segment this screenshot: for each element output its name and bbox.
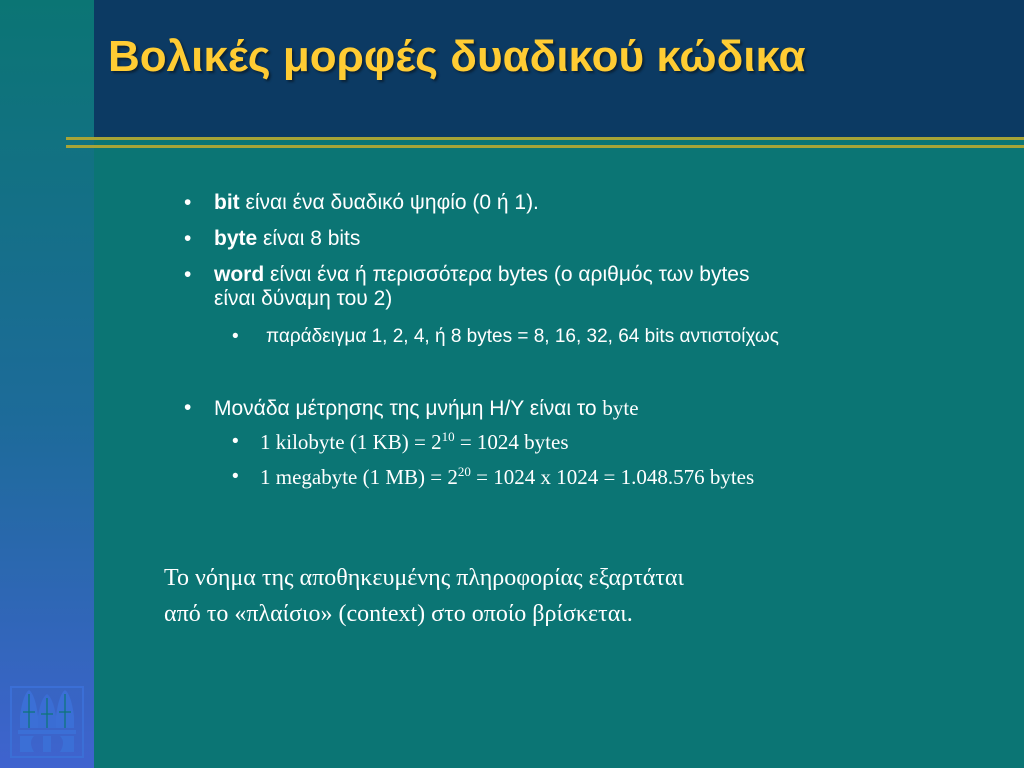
unit-text: Μονάδα μέτρησης της μνήμη Η/Υ είναι το [214, 397, 603, 420]
bullet-icon: • [232, 466, 239, 487]
term-word: word [214, 263, 265, 286]
university-logo-icon [10, 686, 84, 758]
slide-title: Βολικές μορφές δυαδικού κώδικα [108, 32, 806, 81]
byte-definition: είναι 8 bits [257, 227, 361, 250]
megabyte-after: = 1024 x 1024 = 1.048.576 bytes [470, 465, 755, 489]
example-text: παράδειγμα 1, 2, 4, ή 8 bytes = 8, 16, 32, 64 bits αντιστοίχως [266, 326, 779, 347]
word-definition-line1: είναι ένα ή περισσότερα bytes (ο αριθμός των bytes [264, 263, 750, 286]
kilobyte-exponent: 10 [441, 429, 455, 444]
kilobyte-after: = 1024 bytes [454, 430, 569, 454]
word-definition-line2: είναι δύναμη του 2) [214, 287, 393, 310]
term-bit: bit [214, 191, 240, 214]
bullet-text [214, 263, 964, 311]
bit-definition: είναι ένα δυαδικό ψηφίο (0 ή 1). [239, 191, 539, 214]
term-byte: byte [214, 227, 258, 250]
bullet-text [214, 191, 964, 215]
bullet-icon: • [184, 227, 192, 250]
kilobyte-before: 1 kilobyte (1 KB) = 2 [260, 430, 442, 454]
left-band [0, 0, 94, 768]
bullet-icon: • [232, 326, 239, 347]
bullet-icon: • [184, 263, 192, 286]
bullet-icon: • [184, 396, 192, 419]
bullet-text [214, 396, 964, 421]
title-rule-bottom [66, 145, 1024, 148]
bullet-icon: • [184, 191, 192, 214]
context-note [164, 560, 924, 632]
megabyte-text [260, 466, 980, 488]
unit-word: byte [602, 396, 639, 420]
kilobyte-text [260, 431, 980, 453]
note-line1: Το νόημα της αποθηκευμένης πληροφορίας εξαρτάται [164, 565, 684, 591]
bullet-text [214, 227, 964, 251]
megabyte-before: 1 megabyte (1 MB) = 2 [260, 465, 458, 489]
title-rule-top [66, 137, 1024, 140]
note-line2: από το «πλαίσιο» (context) στο οποίο βρίσκεται. [164, 601, 633, 627]
megabyte-exponent: 20 [457, 464, 471, 479]
bullet-icon: • [232, 431, 239, 452]
